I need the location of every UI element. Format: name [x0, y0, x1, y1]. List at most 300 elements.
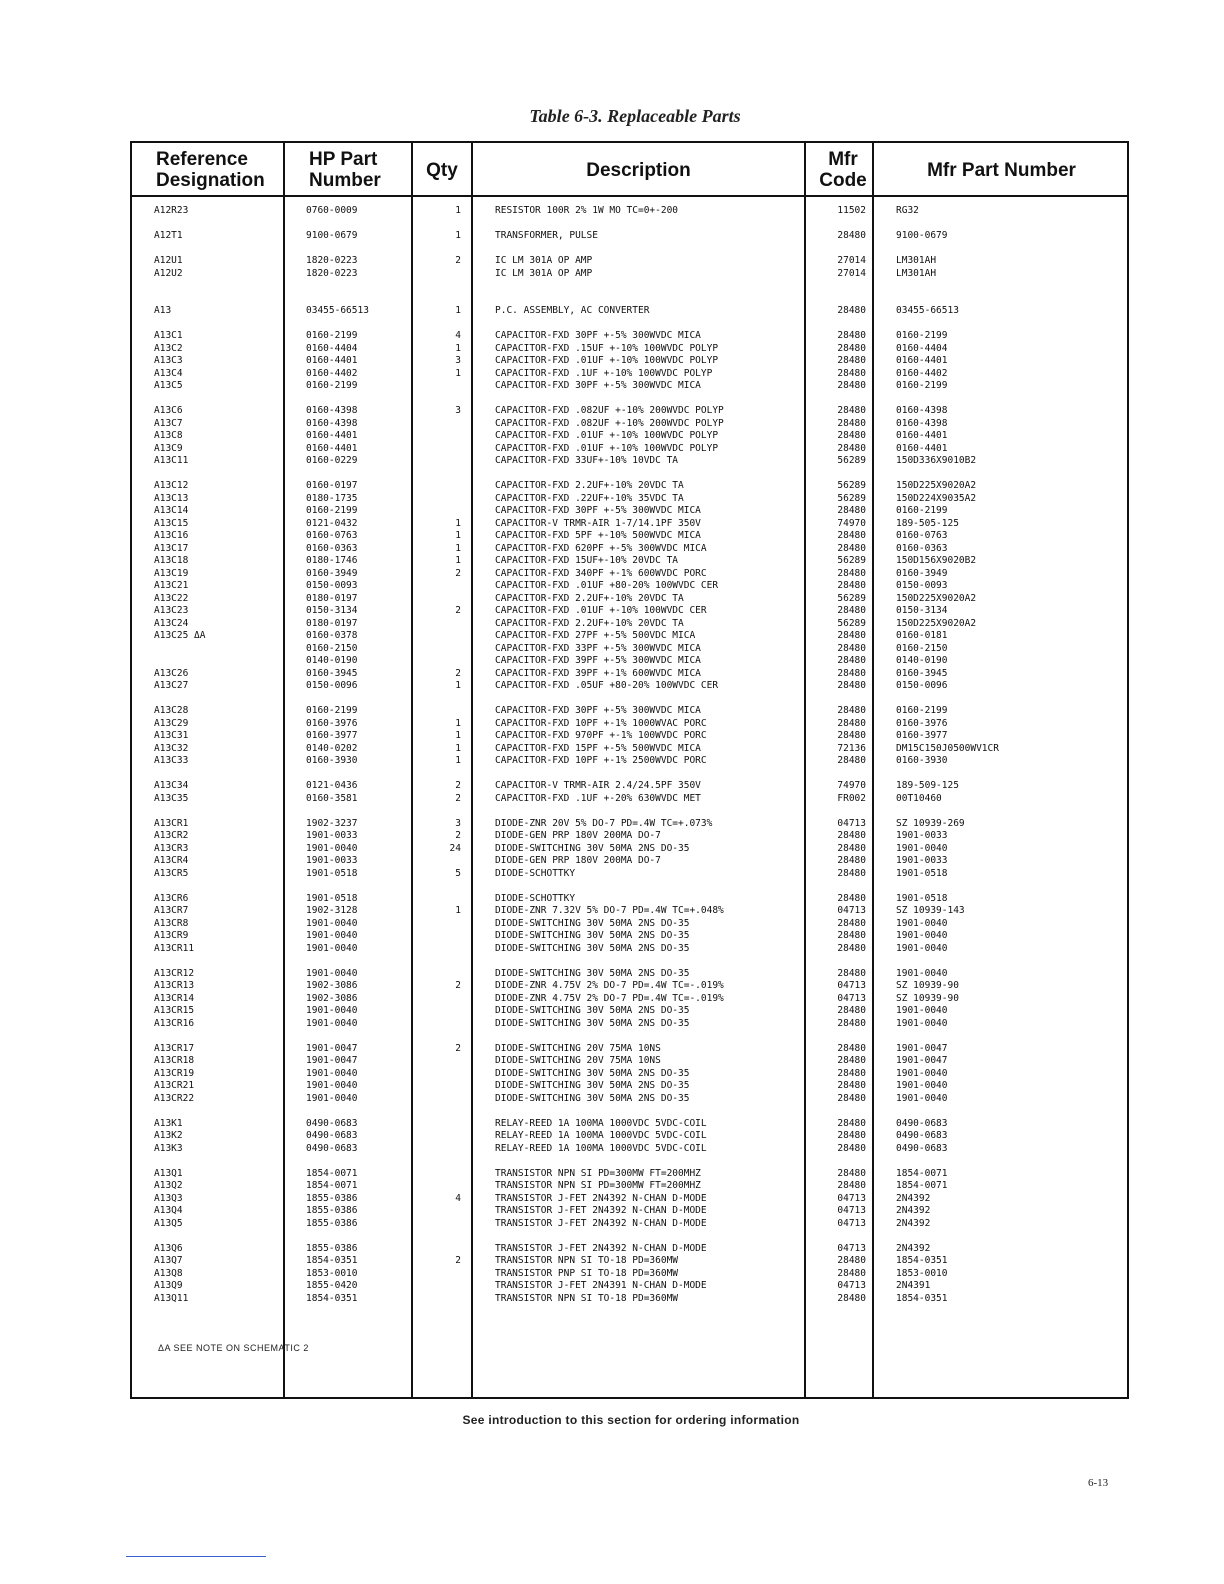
mfr-code: 28480	[837, 1180, 866, 1191]
mfr-part-number: 0160-3930	[896, 755, 948, 766]
hp-part-number: 1901-0033	[306, 855, 358, 866]
ref-designation: A13Q9	[154, 1280, 183, 1291]
mfr-code: FR002	[837, 792, 866, 804]
mfr-part-number: 0160-4402	[896, 367, 948, 379]
ref-designation: A12T1	[154, 230, 183, 241]
qty: 1	[455, 717, 461, 729]
hp-part-number: 0160-2199	[306, 705, 358, 716]
row-group-gap	[132, 1305, 1127, 1318]
table-row	[132, 743, 1127, 756]
description: DIODE-SWITCHING 30V 50MA 2NS DO-35	[495, 917, 690, 929]
description: CAPACITOR-FXD 2.2UF+-10% 20VDC TA	[495, 617, 684, 629]
description: CAPACITOR-FXD .01UF +80-20% 100WVDC CER	[495, 580, 719, 591]
table-row	[132, 1168, 1127, 1181]
description: CAPACITOR-FXD 30PF +-5% 300WVDC MICA	[495, 705, 701, 716]
header-qty: Qty	[426, 159, 458, 181]
hp-part-number: 0150-0096	[306, 680, 358, 691]
table-row	[132, 518, 1127, 531]
hp-part-number: 0490-0683	[306, 1130, 358, 1141]
description: TRANSISTOR NPN SI TO-18 PD=360MW	[495, 1255, 679, 1266]
hp-part-number: 0160-4398	[306, 417, 358, 429]
mfr-part-number: 0160-4401	[896, 355, 948, 366]
mfr-code: 04713	[837, 1205, 866, 1216]
hp-part-number: 1901-0040	[306, 930, 358, 941]
description: CAPACITOR-FXD .1UF +-20% 630WVDC MET	[495, 792, 701, 804]
hp-part-number: 1901-0040	[306, 1017, 358, 1029]
qty: 2	[455, 980, 461, 991]
mfr-part-number: 0160-3976	[896, 717, 948, 729]
table-row	[132, 368, 1127, 381]
row-group-gap	[132, 468, 1127, 481]
table-row	[132, 1243, 1127, 1256]
table-row	[132, 443, 1127, 456]
hp-part-number: 0160-0763	[306, 530, 358, 541]
description: DIODE-SWITCHING 30V 50MA 2NS DO-35	[495, 842, 690, 854]
mfr-part-number: 0490-0683	[896, 1117, 948, 1129]
hp-part-number: 0160-0229	[306, 455, 358, 466]
mfr-code: 28480	[837, 842, 866, 854]
qty: 1	[455, 205, 461, 216]
parts-table	[130, 141, 1129, 1399]
ref-designation: A13C13	[154, 492, 189, 504]
header-hp-part-number: HP Part Number	[309, 149, 381, 191]
mfr-part-number: 0160-0181	[896, 630, 948, 641]
mfr-code: 28480	[837, 730, 866, 741]
ref-designation: A12U2	[154, 267, 183, 279]
mfr-part-number: 1901-0040	[896, 1067, 948, 1079]
qty: 1	[455, 680, 461, 691]
mfr-part-number: 1901-0040	[896, 1080, 948, 1091]
hp-part-number: 0160-3930	[306, 755, 358, 766]
hp-part-number: 1901-0040	[306, 1005, 358, 1016]
description: DIODE-SWITCHING 30V 50MA 2NS DO-35	[495, 942, 690, 954]
ref-designation: A13C7	[154, 417, 183, 429]
mfr-code: 27014	[837, 255, 866, 266]
description: CAPACITOR-FXD 33PF +-5% 300WVDC MICA	[495, 642, 701, 654]
qty: 1	[455, 555, 461, 566]
ref-designation: A13C12	[154, 480, 189, 491]
qty: 1	[455, 530, 461, 541]
ref-designation: A13C27	[154, 680, 189, 691]
table-body	[132, 205, 1127, 1318]
description: TRANSISTOR NPN SI PD=300MW FT=200MHZ	[495, 1167, 701, 1179]
ref-designation: A13C21	[154, 580, 189, 591]
ref-designation: A13C14	[154, 505, 189, 516]
mfr-part-number: 0160-3977	[896, 730, 948, 741]
mfr-code: 56289	[837, 555, 866, 566]
qty: 4	[455, 330, 461, 341]
table-row	[132, 718, 1127, 731]
hp-part-number: 1854-0071	[306, 1180, 358, 1191]
table-row	[132, 830, 1127, 843]
ref-designation: A13CR6	[154, 892, 189, 904]
mfr-code: 28480	[837, 705, 866, 716]
table-row	[132, 643, 1127, 656]
description: IC LM 301A OP AMP	[495, 267, 593, 279]
mfr-part-number: 1901-0040	[896, 842, 948, 854]
mfr-part-number: 0160-4401	[896, 430, 948, 441]
mfr-part-number: 03455-66513	[896, 305, 959, 316]
hp-part-number: 0160-3977	[306, 730, 358, 741]
description: CAPACITOR-FXD 30PF +-5% 300WVDC MICA	[495, 330, 701, 341]
mfr-code: 28480	[837, 680, 866, 691]
header-description: Description	[586, 159, 691, 181]
mfr-part-number: 1854-0071	[896, 1180, 948, 1191]
mfr-part-number: LM301AH	[896, 267, 937, 279]
ref-designation: A13C4	[154, 367, 183, 379]
ref-designation: A13Q4	[154, 1205, 183, 1216]
hp-part-number: 1901-0047	[306, 1042, 358, 1054]
table-row	[132, 355, 1127, 368]
mfr-code: 56289	[837, 480, 866, 491]
description: TRANSISTOR NPN SI TO-18 PD=360MW	[495, 1292, 679, 1304]
hp-part-number: 1855-0386	[306, 1217, 358, 1229]
hp-part-number: 0760-0009	[306, 205, 358, 216]
hp-part-number: 0160-4401	[306, 355, 358, 366]
hp-part-number: 1901-0040	[306, 1092, 358, 1104]
mfr-part-number: 1854-0351	[896, 1292, 948, 1304]
ref-designation: A13K3	[154, 1142, 183, 1154]
mfr-code: 56289	[837, 592, 866, 604]
ref-designation: A13C18	[154, 555, 189, 566]
mfr-code: 28480	[837, 830, 866, 841]
description: DIODE-SWITCHING 30V 50MA 2NS DO-35	[495, 967, 690, 979]
ref-designation: A13C22	[154, 592, 189, 604]
qty: 24	[449, 842, 461, 854]
ref-designation: A13Q3	[154, 1192, 183, 1204]
mfr-part-number: 150D225X9020A2	[896, 592, 977, 604]
hp-part-number: 0160-4401	[306, 430, 358, 441]
mfr-code: 04713	[837, 1192, 866, 1204]
mfr-part-number: 9100-0679	[896, 230, 948, 241]
description: DIODE-GEN PRP 180V 200MA DO-7	[495, 830, 661, 841]
qty: 2	[455, 255, 461, 266]
ref-designation: A13C15	[154, 517, 189, 529]
mfr-code: 56289	[837, 492, 866, 504]
mfr-part-number: 150D336X9010B2	[896, 455, 977, 466]
ref-designation: A13C23	[154, 605, 189, 616]
description: CAPACITOR-FXD .01UF +-10% 100WVDC POLYP	[495, 430, 719, 441]
bottom-rule	[126, 1556, 266, 1557]
description: TRANSISTOR NPN SI PD=300MW FT=200MHZ	[495, 1180, 701, 1191]
table-row	[132, 793, 1127, 806]
mfr-part-number: 1901-0040	[896, 942, 948, 954]
row-group-gap	[132, 955, 1127, 968]
table-row	[132, 1005, 1127, 1018]
hp-part-number: 9100-0679	[306, 230, 358, 241]
hp-part-number: 1901-0518	[306, 867, 358, 879]
table-row	[132, 568, 1127, 581]
ref-designation: A13CR16	[154, 1017, 195, 1029]
table-row	[132, 330, 1127, 343]
description: DIODE-ZNR 7.32V 5% DO-7 PD=.4W TC=+.048%	[495, 905, 724, 916]
ref-designation: A13C35	[154, 792, 189, 804]
qty: 5	[455, 867, 461, 879]
mfr-code: 04713	[837, 1280, 866, 1291]
qty: 2	[455, 1042, 461, 1054]
description: CAPACITOR-FXD 33UF+-10% 10VDC TA	[495, 455, 679, 466]
ref-designation: A13Q7	[154, 1255, 183, 1266]
ref-designation: A13CR4	[154, 855, 189, 866]
ref-designation: A13CR15	[154, 1005, 195, 1016]
hp-part-number: 1820-0223	[306, 267, 358, 279]
mfr-part-number: 1901-0047	[896, 1055, 948, 1066]
mfr-part-number: RG32	[896, 205, 919, 216]
mfr-code: 28480	[837, 580, 866, 591]
description: DIODE-SWITCHING 30V 50MA 2NS DO-35	[495, 930, 690, 941]
hp-part-number: 0160-2199	[306, 505, 358, 516]
ref-designation: A13C2	[154, 342, 183, 354]
hp-part-number: 0160-2199	[306, 330, 358, 341]
hp-part-number: 0160-4402	[306, 367, 358, 379]
hp-part-number: 1854-0351	[306, 1255, 358, 1266]
hp-part-number: 0490-0683	[306, 1117, 358, 1129]
row-group-gap	[132, 218, 1127, 231]
description: DIODE-SWITCHING 20V 75MA 10NS	[495, 1042, 661, 1054]
table-row	[132, 480, 1127, 493]
table-row	[132, 1268, 1127, 1281]
mfr-part-number: 1901-0040	[896, 1092, 948, 1104]
table-row	[132, 593, 1127, 606]
header-mfr-code: Mfr Code	[819, 149, 867, 191]
hp-part-number: 0160-3581	[306, 792, 358, 804]
description: RELAY-REED 1A 100MA 1000VDC 5VDC-COIL	[495, 1130, 707, 1141]
description: DIODE-GEN PRP 180V 200MA DO-7	[495, 855, 661, 866]
row-group-gap	[132, 280, 1127, 293]
mfr-part-number: 0160-3949	[896, 567, 948, 579]
hp-part-number: 0121-0432	[306, 517, 358, 529]
mfr-part-number: DM15C150J0500WV1CR	[896, 742, 999, 754]
table-row	[132, 1018, 1127, 1031]
table-row	[132, 555, 1127, 568]
ref-designation: A13C31	[154, 730, 189, 741]
description: CAPACITOR-FXD 620PF +-5% 300WVDC MICA	[495, 542, 707, 554]
table-row	[132, 993, 1127, 1006]
description: RELAY-REED 1A 100MA 1000VDC 5VDC-COIL	[495, 1142, 707, 1154]
ref-designation: A13	[154, 305, 172, 316]
hp-part-number: 0160-2199	[306, 380, 358, 391]
ref-designation: A13CR11	[154, 942, 195, 954]
description: CAPACITOR-FXD 970PF +-1% 100WVDC PORC	[495, 730, 707, 741]
mfr-code: 27014	[837, 267, 866, 279]
table-row	[132, 843, 1127, 856]
description: DIODE-SWITCHING 30V 50MA 2NS DO-35	[495, 1067, 690, 1079]
qty: 1	[455, 742, 461, 754]
hp-part-number: 1854-0071	[306, 1167, 358, 1179]
schematic-note: ΔA SEE NOTE ON SCHEMATIC 2	[158, 1343, 309, 1353]
mfr-code: 28480	[837, 355, 866, 366]
description: CAPACITOR-FXD 10PF +-1% 1000WVAC PORC	[495, 717, 707, 729]
ref-designation: A13K1	[154, 1117, 183, 1129]
hp-part-number: 1901-0040	[306, 842, 358, 854]
ref-designation: A13CR9	[154, 930, 189, 941]
mfr-code: 28480	[837, 342, 866, 354]
mfr-part-number: 1901-0033	[896, 830, 948, 841]
description: CAPACITOR-FXD .15UF +-10% 100WVDC POLYP	[495, 342, 719, 354]
description: TRANSISTOR J-FET 2N4392 N-CHAN D-MODE	[495, 1217, 707, 1229]
hp-part-number: 1855-0386	[306, 1242, 358, 1254]
table-row	[132, 780, 1127, 793]
hp-part-number: 1901-0040	[306, 1080, 358, 1091]
description: CAPACITOR-FXD 2.2UF+-10% 20VDC TA	[495, 592, 684, 604]
ref-designation: A13K2	[154, 1130, 183, 1141]
table-row	[132, 1068, 1127, 1081]
qty: 2	[455, 567, 461, 579]
mfr-code: 28480	[837, 1267, 866, 1279]
ref-designation: A13CR17	[154, 1042, 195, 1054]
table-row	[132, 918, 1127, 931]
qty: 1	[455, 517, 461, 529]
mfr-code: 04713	[837, 817, 866, 829]
description: CAPACITOR-FXD .082UF +-10% 200WVDC POLYP	[495, 405, 724, 416]
qty: 1	[455, 755, 461, 766]
mfr-part-number: 0160-2199	[896, 380, 948, 391]
ref-designation: A13Q11	[154, 1292, 189, 1304]
ref-designation: A13CR12	[154, 967, 195, 979]
table-row	[132, 668, 1127, 681]
table-row	[132, 943, 1127, 956]
mfr-part-number: 2N4392	[896, 1242, 931, 1254]
mfr-code: 28480	[837, 542, 866, 554]
table-row	[132, 543, 1127, 556]
mfr-code: 28480	[837, 417, 866, 429]
hp-part-number: 1902-3086	[306, 992, 358, 1004]
table-row	[132, 755, 1127, 768]
table-row	[132, 1280, 1127, 1293]
header-mfr-part-number: Mfr Part Number	[927, 159, 1076, 181]
description: CAPACITOR-FXD 27PF +-5% 500VDC MICA	[495, 630, 696, 641]
qty: 1	[455, 305, 461, 316]
hp-part-number: 1901-0040	[306, 942, 358, 954]
description: CAPACITOR-FXD 5PF +-10% 500WVDC MICA	[495, 530, 701, 541]
description: CAPACITOR-V TRMR-AIR 1-7/14.1PF 350V	[495, 517, 701, 529]
mfr-code: 28480	[837, 567, 866, 579]
table-row	[132, 1205, 1127, 1218]
mfr-code: 28480	[837, 717, 866, 729]
qty: 4	[455, 1192, 461, 1204]
hp-part-number: 1901-0033	[306, 830, 358, 841]
row-group-gap	[132, 243, 1127, 256]
ref-designation: A13CR5	[154, 867, 189, 879]
mfr-code: 28480	[837, 1092, 866, 1104]
mfr-part-number: 0160-4398	[896, 405, 948, 416]
ref-designation: A13Q8	[154, 1267, 183, 1279]
mfr-part-number: 00T10460	[896, 792, 942, 804]
hp-part-number: 0140-0190	[306, 655, 358, 666]
table-row	[132, 868, 1127, 881]
ref-designation: A13CR18	[154, 1055, 195, 1066]
ref-designation: A13Q1	[154, 1167, 183, 1179]
ref-designation: A13C3	[154, 355, 183, 366]
hp-part-number: 0160-0378	[306, 630, 358, 641]
table-row	[132, 1255, 1127, 1268]
table-row	[132, 1093, 1127, 1106]
mfr-code: 56289	[837, 617, 866, 629]
hp-part-number: 0160-3945	[306, 667, 358, 679]
hp-part-number: 1855-0386	[306, 1205, 358, 1216]
hp-part-number: 0160-4404	[306, 342, 358, 354]
table-row	[132, 580, 1127, 593]
mfr-code: 28480	[837, 930, 866, 941]
hp-part-number: 1901-0040	[306, 967, 358, 979]
row-group-gap	[132, 1155, 1127, 1168]
mfr-code: 28480	[837, 605, 866, 616]
mfr-code: 28480	[837, 1080, 866, 1091]
description: DIODE-ZNR 20V 5% DO-7 PD=.4W TC=+.073%	[495, 817, 713, 829]
mfr-code: 28480	[837, 530, 866, 541]
mfr-part-number: 0160-3945	[896, 667, 948, 679]
ref-designation: A13C32	[154, 742, 189, 754]
ordering-information-footer: See introduction to this section for ordering information	[462, 1413, 800, 1427]
hp-part-number: 1855-0386	[306, 1192, 358, 1204]
row-group-gap	[132, 693, 1127, 706]
header-divider	[132, 195, 1127, 197]
row-group-gap	[132, 318, 1127, 331]
table-row	[132, 968, 1127, 981]
mfr-code: 04713	[837, 1217, 866, 1229]
mfr-part-number: 0150-3134	[896, 605, 948, 616]
hp-part-number: 0160-3949	[306, 567, 358, 579]
mfr-part-number: 150D156X9020B2	[896, 555, 977, 566]
hp-part-number: 0160-2150	[306, 642, 358, 654]
qty: 2	[455, 605, 461, 616]
qty: 1	[455, 230, 461, 241]
table-row	[132, 268, 1127, 281]
ref-designation: A13Q6	[154, 1242, 183, 1254]
ref-designation: A12U1	[154, 255, 183, 266]
mfr-part-number: 189-505-125	[896, 517, 959, 529]
mfr-part-number: 1901-0518	[896, 892, 948, 904]
ref-designation: A13C9	[154, 442, 183, 454]
ref-designation: A13C16	[154, 530, 189, 541]
description: TRANSISTOR J-FET 2N4392 N-CHAN D-MODE	[495, 1242, 707, 1254]
mfr-code: 28480	[837, 430, 866, 441]
hp-part-number: 1855-0420	[306, 1280, 358, 1291]
page-number: 6-13	[1088, 1477, 1109, 1489]
hp-part-number: 1902-3086	[306, 980, 358, 991]
mfr-code: 28480	[837, 867, 866, 879]
table-row	[132, 343, 1127, 356]
hp-part-number: 1901-0047	[306, 1055, 358, 1066]
mfr-code: 28480	[837, 1167, 866, 1179]
ref-designation: A13C24	[154, 617, 189, 629]
description: P.C. ASSEMBLY, AC CONVERTER	[495, 305, 650, 316]
ref-designation: A13C5	[154, 380, 183, 391]
mfr-code: 74970	[837, 780, 866, 791]
table-row	[132, 1118, 1127, 1131]
mfr-code: 28480	[837, 1005, 866, 1016]
table-row	[132, 405, 1127, 418]
mfr-code: 28480	[837, 1130, 866, 1141]
table-row	[132, 905, 1127, 918]
description: DIODE-SWITCHING 30V 50MA 2NS DO-35	[495, 1092, 690, 1104]
table-row	[132, 980, 1127, 993]
table-row	[132, 455, 1127, 468]
description: CAPACITOR-FXD .01UF +-10% 100WVDC POLYP	[495, 442, 719, 454]
ref-designation: A13C25 ΔA	[154, 630, 206, 641]
description: CAPACITOR-FXD 30PF +-5% 300WVDC MICA	[495, 380, 701, 391]
mfr-part-number: 2N4392	[896, 1205, 931, 1216]
hp-part-number: 0140-0202	[306, 742, 358, 754]
mfr-part-number: 189-509-125	[896, 780, 959, 791]
ref-designation: A13CR3	[154, 842, 189, 854]
qty: 1	[455, 905, 461, 916]
mfr-part-number: 0160-2199	[896, 505, 948, 516]
description: DIODE-ZNR 4.75V 2% DO-7 PD=.4W TC=-.019%	[495, 980, 724, 991]
table-row	[132, 605, 1127, 618]
mfr-part-number: 150D225X9020A2	[896, 617, 977, 629]
table-row	[132, 630, 1127, 643]
